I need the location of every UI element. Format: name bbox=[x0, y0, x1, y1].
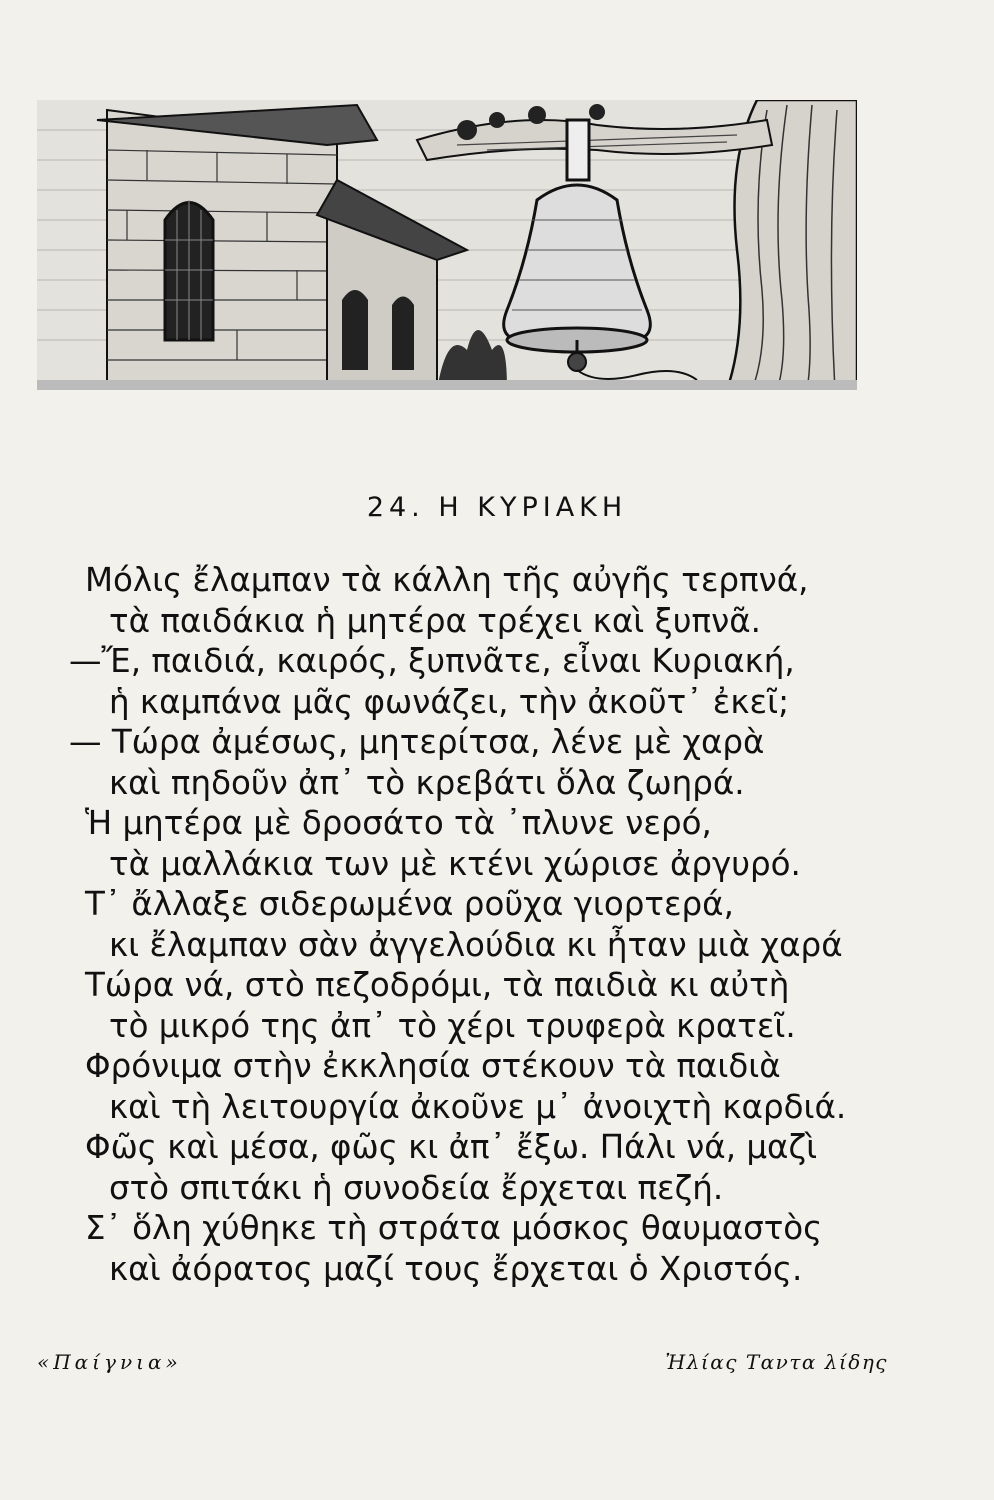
poem-line: Σ᾽ ὅλη χύθηκε τὴ στράτα μόσκος θαυμαστὸς bbox=[85, 1209, 823, 1247]
poem-line: καὶ τὴ λειτουργία ἀκοῦνε μ᾽ ἀνοιχτὴ καρδιά. bbox=[109, 1087, 847, 1126]
poem-line: κι ἔλαμπαν σὰν ἀγγελούδια κι ἦταν μιὰ χαρά bbox=[109, 925, 843, 964]
title-text: Η ΚΥΡΙΑΚΗ bbox=[438, 492, 628, 523]
poem-line: τὰ μαλλάκια των μὲ κτένι χώρισε ἀργυρό. bbox=[109, 844, 801, 883]
poem-body bbox=[69, 560, 915, 1289]
poem-line: τὸ μικρό της ἀπ᾽ τὸ χέρι τρυφερὰ κρατεῖ. bbox=[109, 1006, 796, 1045]
poem-line: Ἡ μητέρα μὲ δροσάτο τὰ ᾽πλυνε νερό, bbox=[85, 804, 712, 842]
author-name: Ἠλίας Ταντα λίδης bbox=[665, 1350, 888, 1374]
poem-line: στὸ σπιτάκι ἡ συνοδεία ἔρχεται πεζή. bbox=[109, 1168, 724, 1207]
poem-line: Φῶς καὶ μέσα, φῶς κι ἀπ᾽ ἔξω. Πάλι νά, μαζὶ bbox=[85, 1128, 818, 1166]
page-title bbox=[0, 492, 994, 523]
poem-line: καὶ ἀόρατος μαζί τους ἔρχεται ὁ Χριστός. bbox=[109, 1249, 803, 1288]
church-bell-illustration bbox=[37, 100, 857, 390]
poem-line: Τώρα νά, στὸ πεζοδρόμι, τὰ παιδιὰ κι αὐτὴ bbox=[85, 966, 790, 1004]
poem-line: Φρόνιμα στὴν ἐκκλησία στέκουν τὰ παιδιὰ bbox=[85, 1047, 781, 1085]
poem-line: Μόλις ἔλαμπαν τὰ κάλλη τῆς αὐγῆς τερπνά, bbox=[85, 561, 809, 599]
title-number: 24. bbox=[366, 492, 425, 523]
poem-line: Τ᾽ ἄλλαξε σιδερωμένα ροῦχα γιορτερά, bbox=[85, 885, 734, 923]
poem-line: ἡ καμπάνα μᾶς φωνάζει, τὴν ἀκοῦτ᾽ ἐκεῖ; bbox=[109, 682, 790, 721]
poem-line: καὶ πηδοῦν ἀπ᾽ τὸ κρεβάτι ὅλα ζωηρά. bbox=[109, 763, 745, 802]
poem-line: τὰ παιδάκια ἡ μητέρα τρέχει καὶ ξυπνᾶ. bbox=[109, 601, 761, 640]
source-citation: «Παίγνια» bbox=[37, 1350, 182, 1374]
poem-line: —Ἔ, παιδιά, καιρός, ξυπνᾶτε, εἶναι Κυριακή, bbox=[69, 642, 795, 680]
poem-line: — Τώρα ἀμέσως, μητερίτσα, λένε μὲ χαρὰ bbox=[69, 723, 765, 761]
